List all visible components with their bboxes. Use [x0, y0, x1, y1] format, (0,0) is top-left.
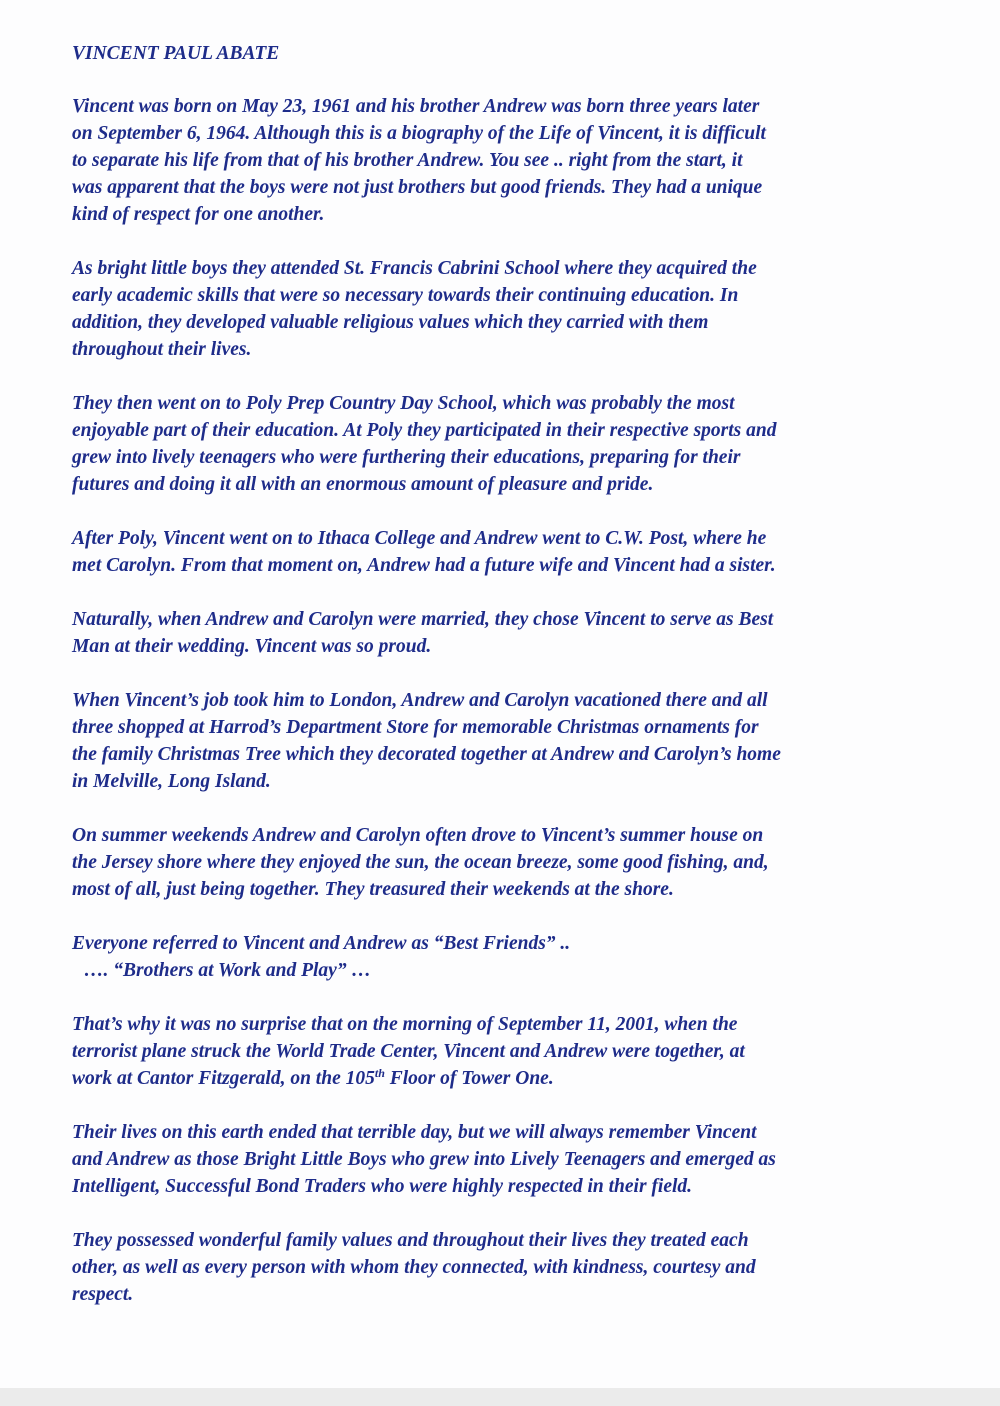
text-line: grew into lively teenagers who were furthering their educations, preparing for their: [72, 447, 741, 468]
paragraph-cabrini-school: [72, 255, 977, 363]
text-line: Intelligent, Successful Bond Traders who were highly respected in their field.: [72, 1176, 693, 1197]
text-line: When Vincent’s job took him to London, Andrew and Carolyn vacationed there and all: [72, 690, 768, 711]
text-line: As bright little boys they attended St. Francis Cabrini School where they acquired the: [72, 258, 757, 279]
text-line: in Melville, Long Island.: [72, 771, 271, 792]
paragraph-family-values: [72, 1227, 977, 1308]
paragraph-poly-prep: [72, 390, 977, 498]
scan-edge: [0, 1388, 1000, 1406]
floor-text-start: work at Cantor Fitzgerald, on the 105: [72, 1068, 375, 1089]
floor-text-end: Floor of Tower One.: [384, 1068, 554, 1089]
text-line: met Carolyn. From that moment on, Andrew had a future wife and Vincent had a sister.: [72, 555, 776, 576]
text-line: on September 6, 1964. Although this is a biography of the Life of Vincent, it is difficult: [72, 123, 766, 144]
paragraph-september-11: [72, 1011, 977, 1092]
text-line: terrorist plane struck the World Trade Center, Vincent and Andrew were together, at: [72, 1041, 745, 1062]
text-line: Man at their wedding. Vincent was so proud.: [72, 636, 432, 657]
paragraph-remembrance: [72, 1119, 977, 1200]
paragraph-london: [72, 687, 977, 795]
text-line: That’s why it was no surprise that on the morning of September 11, 2001, when the: [72, 1014, 738, 1035]
text-line: Naturally, when Andrew and Carolyn were married, they chose Vincent to serve as Best: [72, 609, 774, 630]
text-line: Everyone referred to Vincent and Andrew as “Best Friends” ..: [72, 933, 571, 954]
text-line: the Jersey shore where they enjoyed the sun, the ocean breeze, some good fishing, and,: [72, 852, 769, 873]
text-line: and Andrew as those Bright Little Boys who grew into Lively Teenagers and emerged as: [72, 1149, 776, 1170]
paragraph-birth: [72, 93, 977, 228]
document-title: VINCENT PAUL ABATE: [72, 43, 280, 64]
text-line: …. “Brothers at Work and Play” …: [84, 960, 371, 981]
paragraph-best-friends: [72, 930, 977, 984]
text-line: to separate his life from that of his brother Andrew. You see .. right from the start, it: [72, 150, 743, 171]
biography-text: [72, 40, 977, 1335]
paragraph-wedding: [72, 606, 977, 660]
text-line: enjoyable part of their education. At Poly they participated in their respective sports and: [72, 420, 777, 441]
text-line: kind of respect for one another.: [72, 204, 325, 225]
text-line: three shopped at Harrod’s Department Store for memorable Christmas ornaments for: [72, 717, 759, 738]
paragraph-college: [72, 525, 977, 579]
text-line: addition, they developed valuable religious values which they carried with them: [72, 312, 709, 333]
text-line: Their lives on this earth ended that terrible day, but we will always remember Vincent: [72, 1122, 757, 1143]
ordinal-superscript: th: [374, 1066, 385, 1080]
text-line: the family Christmas Tree which they decorated together at Andrew and Carolyn’s home: [72, 744, 781, 765]
text-line: was apparent that the boys were not just brothers but good friends. They had a unique: [72, 177, 763, 198]
text-line: futures and doing it all with an enormous amount of pleasure and pride.: [72, 474, 654, 495]
text-line: After Poly, Vincent went on to Ithaca College and Andrew went to C.W. Post, where he: [72, 528, 767, 549]
text-line: They possessed wonderful family values and throughout their lives they treated each: [72, 1230, 749, 1251]
text-line: other, as well as every person with whom they connected, with kindness, courtesy and: [72, 1257, 756, 1278]
paragraph-jersey-shore: [72, 822, 977, 903]
text-line: On summer weekends Andrew and Carolyn often drove to Vincent’s summer house on: [72, 825, 764, 846]
text-line: early academic skills that were so necessary towards their continuing education. In: [72, 285, 739, 306]
text-line: most of all, just being together. They treasured their weekends at the shore.: [72, 879, 674, 900]
text-line: respect.: [72, 1284, 134, 1305]
text-line: Vincent was born on May 23, 1961 and his brother Andrew was born three years later: [72, 96, 760, 117]
text-line: They then went on to Poly Prep Country Day School, which was probably the most: [72, 393, 735, 414]
text-line: throughout their lives.: [72, 339, 252, 360]
text-line-floor: [72, 1065, 977, 1092]
